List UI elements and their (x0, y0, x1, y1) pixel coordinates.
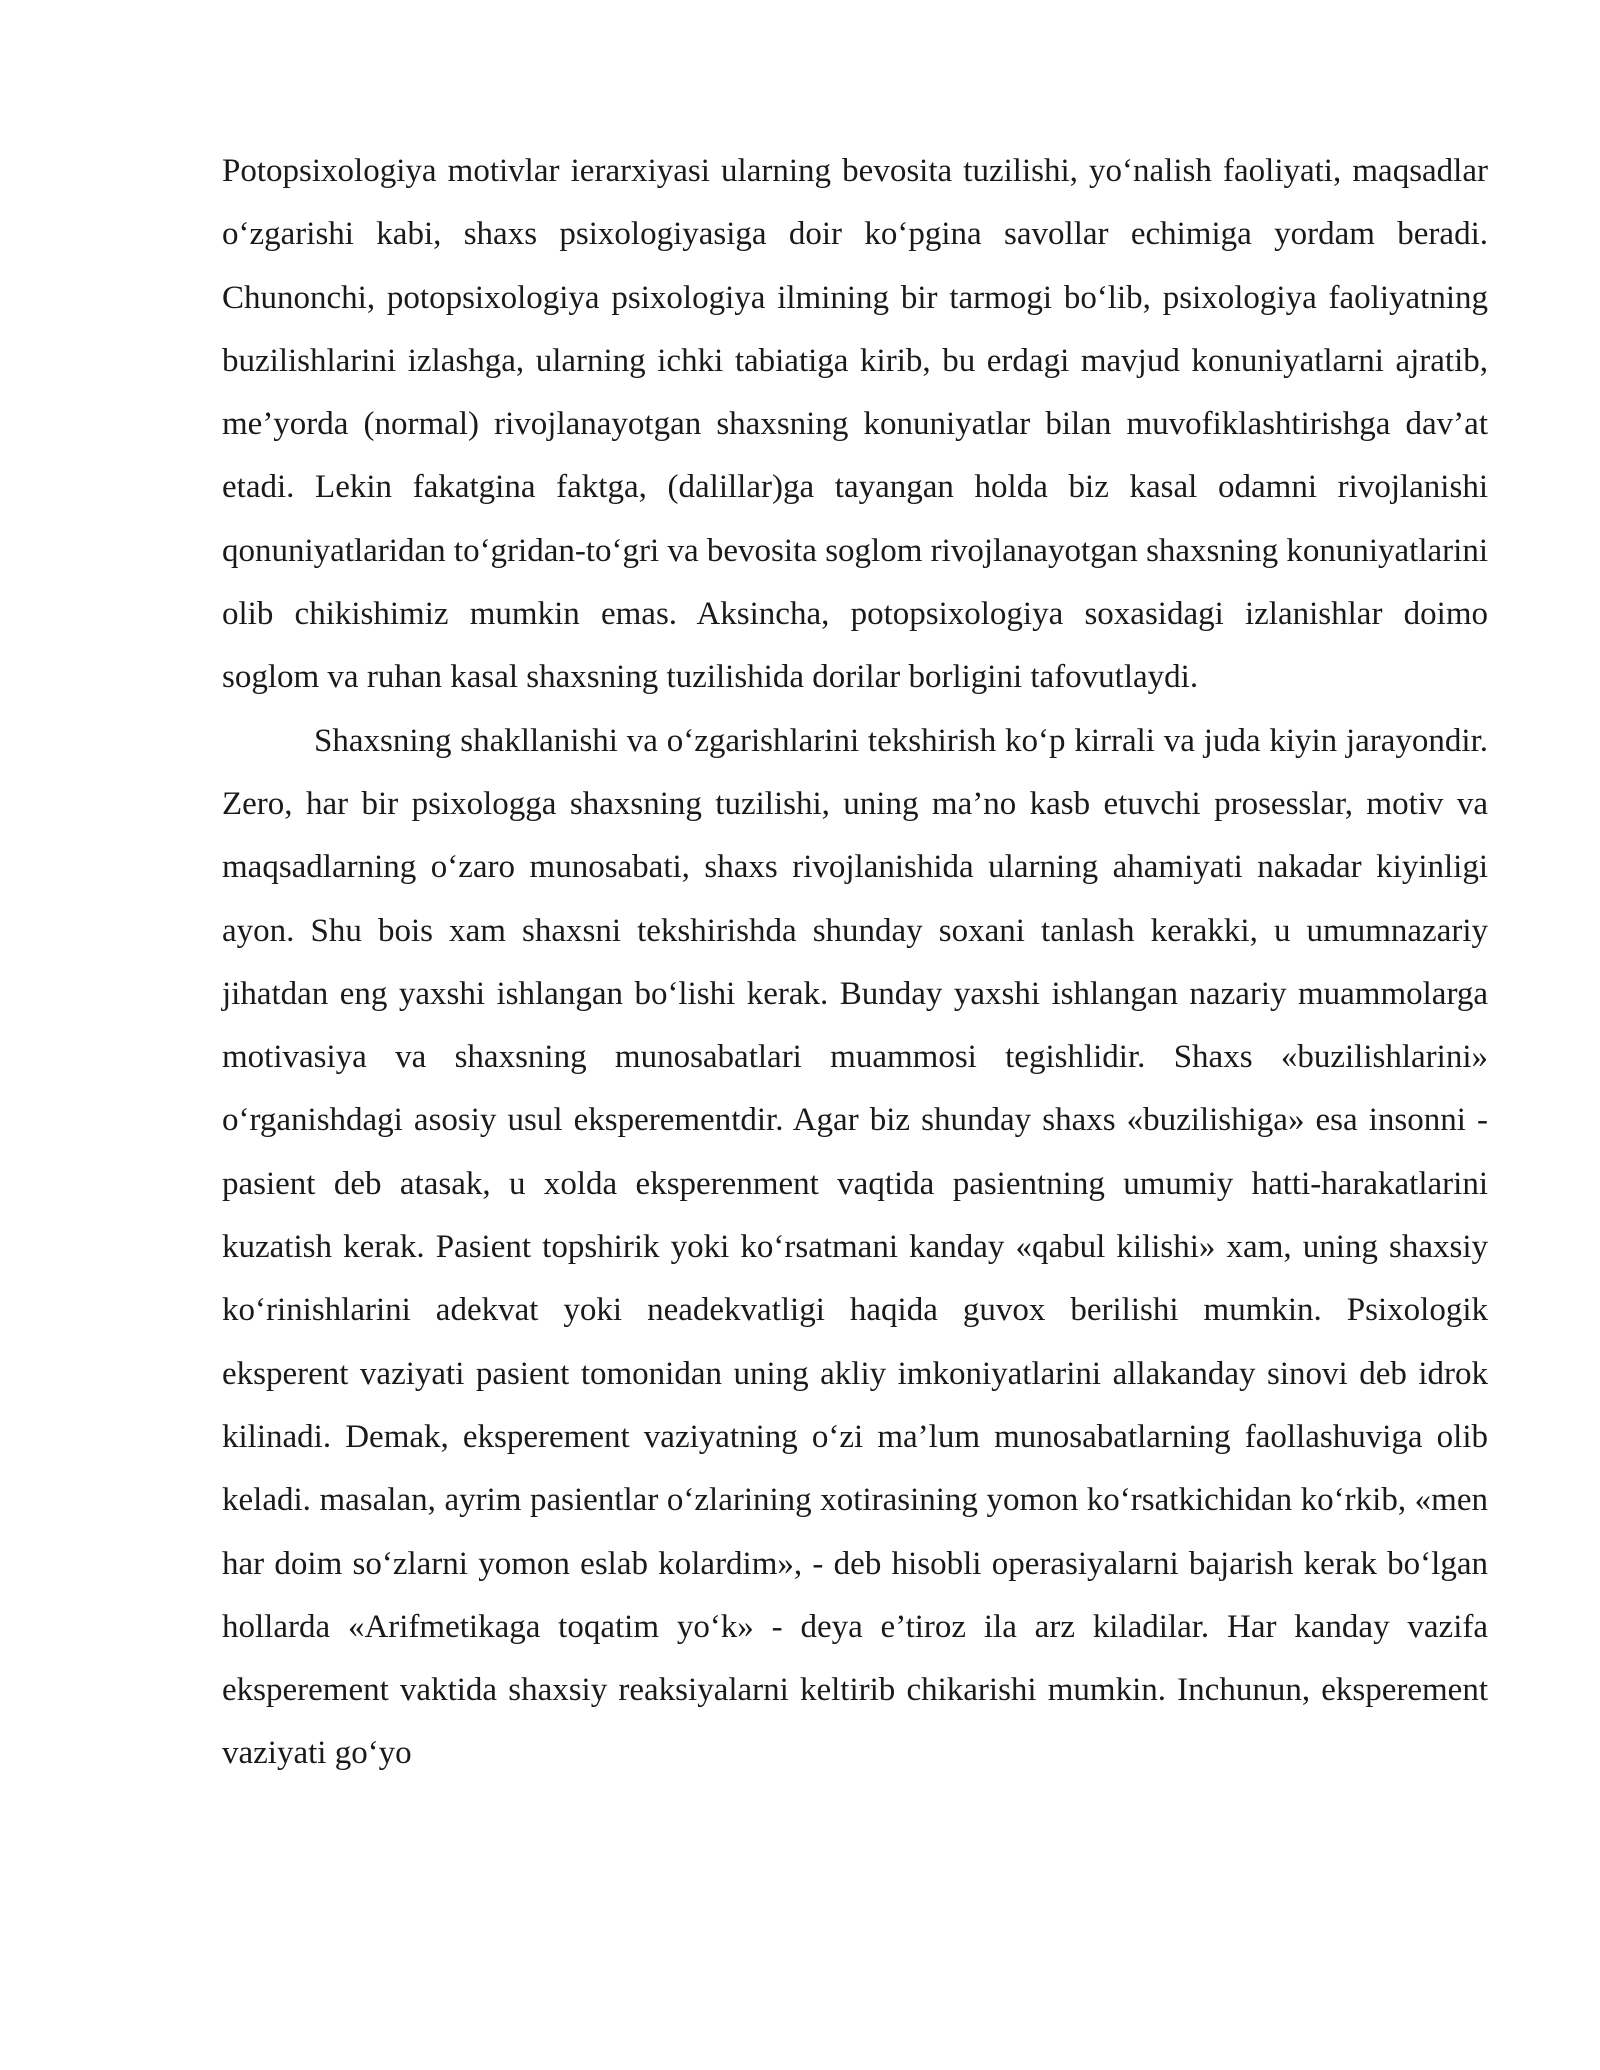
body-text (222, 140, 1488, 1786)
paragraph-1: Potopsixologiya motivlar ierarxiyasi ularning bevosita tuzilishi, yo‘nalish faoliyati, maqsadlar o‘zgarishi kabi, shaxs psixologiyasiga doir ko‘pgina savollar echimiga yordam beradi. Chunonchi, potopsixologiya psixologiya ilmining bir tarmogi bo‘lib, psixologiya faoliyatning buzilishlarini izlashga, ularning ichki tabiatiga kirib, bu erdagi mavjud konuniyatlarni ajratib, me’yorda (normal) rivojlanayotgan shaxsning konuniyatlar bilan muvofiklashtirishga dav’at etadi. Lekin fakatgina faktga, (dalillar)ga tayangan holda biz kasal odamni rivojlanishi qonuniyatlaridan to‘gridan-to‘gri va bevosita soglom rivojlanayotgan shaxsning konuniyatlarini olib chikishimiz mumkin emas. Aksincha, potopsixologiya soxasidagi izlanishlar doimo soglom va ruhan kasal shaxsning tuzilishida dorilar borligini tafovutlaydi. (222, 153, 1488, 696)
paragraph-2: Shaxsning shakllanishi va o‘zgarishlarini tekshirish ko‘p kirrali va juda kiyin jarayondir. Zero, har bir psixologga shaxsning tuzilishi, uning ma’no kasb etuvchi prosesslar, motiv va maqsadlarning o‘zaro munosabati, shaxs rivojlanishida ularning ahamiyati nakadar kiyinligi ayon. Shu bois xam shaxsni tekshirishda shunday soxani tanlash kerakki, u umumnazariy jihatdan eng yaxshi ishlangan bo‘lishi kerak. Bunday yaxshi ishlangan nazariy muammolarga motivasiya va shaxsning munosabatlari muammosi tegishlidir. Shaxs «buzilishlarini» o‘rganishdagi asosiy usul eksperementdir. Agar biz shunday shaxs «buzilishiga» esa insonni - pasient deb atasak, u xolda eksperenment vaqtida pasientning umumiy hatti-harakatlarini kuzatish kerak. Pasient topshirik yoki ko‘rsatmani kanday «qabul kilishi» xam, uning shaxsiy ko‘rinishlarini adekvat yoki neadekvatligi haqida guvox berilishi mumkin. Psixologik eksperent vaziyati pasient tomonidan uning akliy imkoniyatlarini allakanday sinovi deb idrok kilinadi. Demak, eksperement vaziyatning o‘zi ma’lum munosabatlarning faollashuviga olib keladi. masalan, ayrim pasientlar o‘zlarining xotirasining yomon ko‘rsatkichidan ko‘rkib, «men har doim so‘zlarni yomon eslab kolardim», - deb hisobli operasiyalarni bajarish kerak bo‘lgan hollarda «Arifmetikaga toqatim yo‘k» - deya e’tiroz ila arz kiladilar. Har kanday vazifa eksperement vaktida shaxsiy reaksiyalarni keltirib chikarishi mumkin. Inchunun, eksperement vaziyati go‘yo (222, 722, 1488, 1772)
